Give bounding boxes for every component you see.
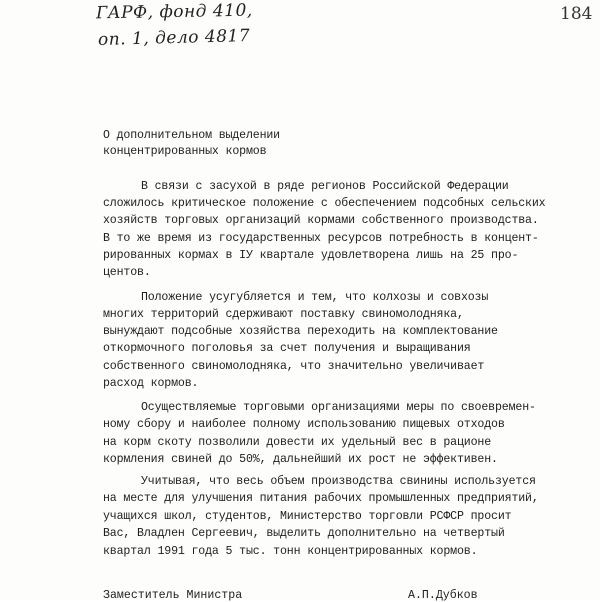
body-line: хозяйств торговых организаций кормами собственного производства. [103,214,539,227]
body-line: Учитывая, что весь объем производства свинины используется [141,475,536,488]
body-line: сложилось критическое положение с обеспечением подсобных сельских [103,197,546,210]
body-line: Осуществляемые торговыми организациями меры по своевремен- [141,401,536,414]
body-line: на месте для улучшения питания рабочих промышленных предприятий, [103,492,539,505]
body-line: Вас, Владлен Сергеевич, выделить дополнительно на четвертый [103,527,505,540]
archive-reference-line-1: ГАРФ, фонд 410, [95,0,253,24]
body-line: на корм скоту позволили довести их удельный вес в рационе [103,436,492,449]
archive-reference-line-2: оп. 1, дело 4817 [97,26,251,50]
signature-position: Заместитель Министра [103,589,243,602]
body-line: В связи с засухой в ряде регионов Российской Федерации [141,180,509,193]
signature-name: А.П.Дубков [408,589,478,602]
body-line: В то же время из государственных ресурсов потребность в концент- [103,232,539,245]
body-line: расход кормов. [103,377,199,390]
body-line: Положение усугубляется и тем, что колхозы и совхозы [141,291,489,304]
body-line: учащихся школ, студентов, Министерство торговли РСФСР просит [103,510,512,523]
body-line: откормочного поголовья за счет получения и выращивания [103,342,471,355]
subject-line-2: концентрированных кормов [103,145,267,158]
body-line: собственного свиномолодняка, что значительно увеличивает [103,360,485,373]
subject-line-1: О дополнительном выделении [103,129,280,142]
body-line: многих территорий сдерживают поставку свиномолодняка, [103,308,464,321]
body-line: центов. [103,266,151,279]
body-line: квартал 1991 года 5 тыс. тонн концентрированных кормов. [103,545,478,558]
body-line: кормления свиней до 50%, дальнейший их рост не эффективен. [103,453,498,466]
body-line: рированных кормах в IУ квартале удовлетворена лишь на 25 про- [103,249,519,262]
body-line: вынуждают подсобные хозяйства переходить на комплектование [103,325,498,338]
sheet-number: 184 [560,4,593,24]
body-line: ному сбору и наиболее полному использованию пищевых отходов [103,418,505,431]
